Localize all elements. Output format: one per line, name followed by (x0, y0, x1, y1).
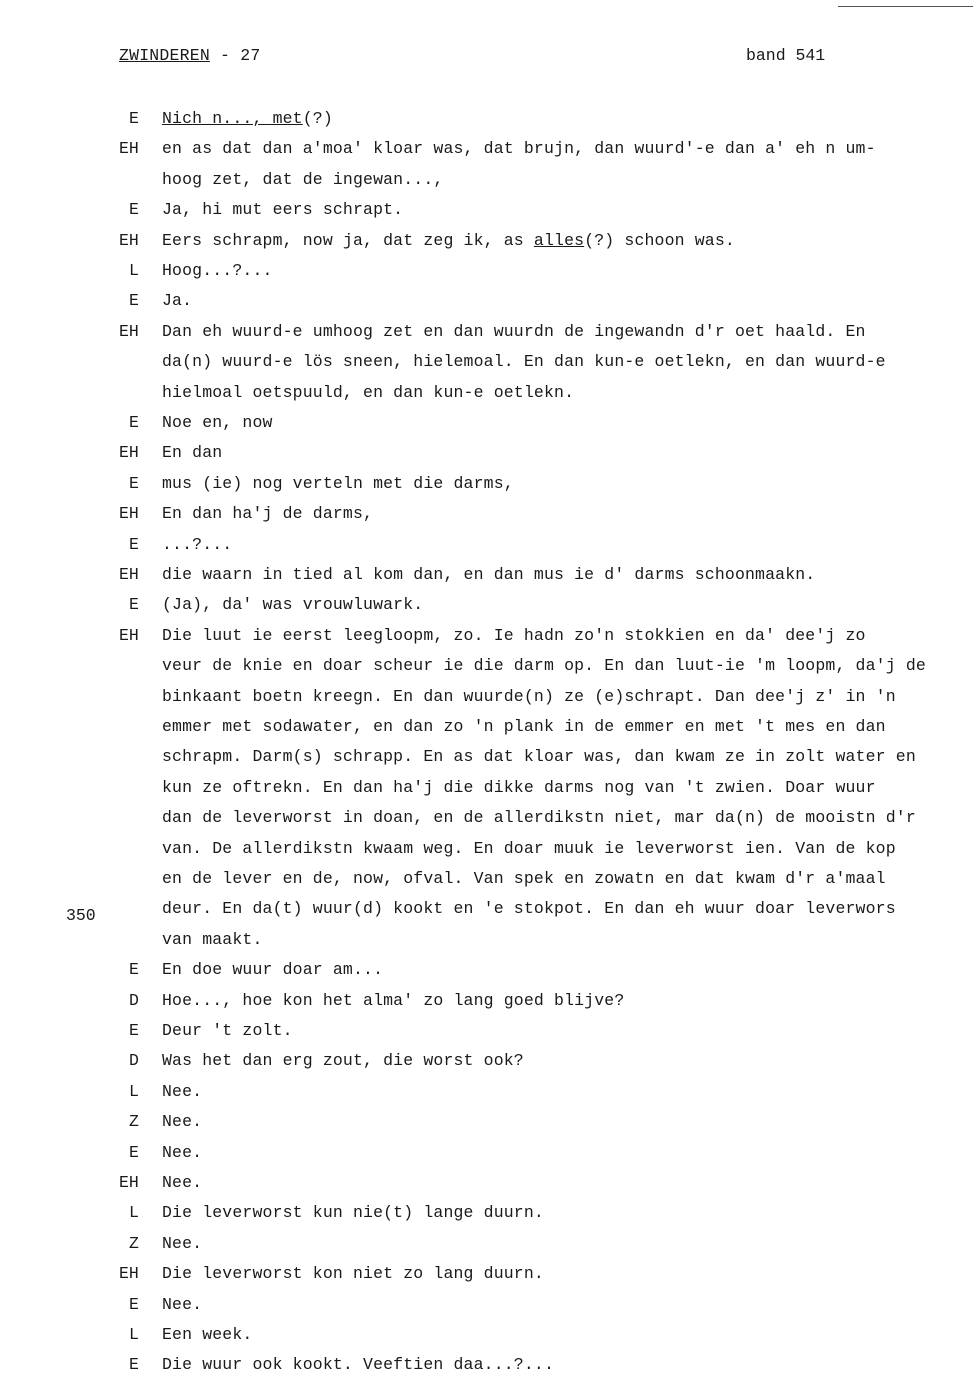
utterance-text: Was het dan erg zout, die worst ook? (162, 1051, 524, 1071)
speaker-code: L (129, 1325, 139, 1344)
utterance-text: Dan eh wuurd-e umhoog zet en dan wuurdn de ingewandn d'r oet haald. En (162, 321, 866, 341)
utterance-text: (Ja), da' was vrouwluwark. (162, 595, 424, 615)
speaker-code: E (129, 291, 139, 311)
utterance-text: Deur 't zolt. (162, 1021, 293, 1040)
speaker-code: E (129, 1294, 139, 1314)
margin-line-number: 350 (66, 906, 96, 925)
utterance-text: binkaant boetn kreegn. En dan wuurde(n) ze (e)schrapt. Dan dee'j z' in 'n (162, 686, 896, 706)
utterance-text: Nee. (162, 1142, 203, 1162)
utterance-text: Ja, hi mut eers schrapt. (162, 200, 404, 220)
speaker-code: D (129, 990, 139, 1010)
utterance-text: En dan ha'j de darms, (162, 504, 374, 524)
speaker-code: Z (129, 1233, 139, 1253)
header-band-number: band 541 (746, 46, 826, 65)
underlined-text: alles (533, 230, 585, 250)
header-page-number: - 27 (209, 46, 261, 65)
text-segment: (?) (302, 109, 333, 128)
utterance-text: kun ze oftrekn. En dan ha'j die dikke darms nog van 't zwien. Doar wuur (162, 777, 876, 797)
speaker-code: Z (129, 1112, 139, 1132)
speaker-code: E (129, 1142, 139, 1162)
utterance-text (162, 104, 333, 134)
header-place: ZWINDEREN (119, 46, 210, 65)
utterance-text: van maakt. (162, 929, 263, 949)
utterance-text: dan de leverworst in doan, en de allerdikstn niet, mar da(n) de mooistn d'r (162, 808, 916, 828)
speaker-code: EH (119, 139, 139, 159)
utterance-text (162, 226, 735, 256)
utterance-text: Die leverworst kun nie(t) lange duurn. (162, 1203, 544, 1223)
text-segment: (?) schoon was. (584, 230, 735, 250)
speaker-code: EH (119, 443, 139, 463)
utterance-text: en as dat dan a'moa' kloar was, dat brujn, dan wuurd'-e dan a' eh n um- (162, 139, 876, 159)
page-header-title (119, 46, 260, 65)
utterance-text: Nee. (162, 1081, 203, 1101)
underlined-text: Nich n..., met (162, 109, 303, 128)
utterance-text: En dan (162, 443, 223, 463)
utterance-text: Nee. (162, 1233, 203, 1253)
speaker-code: E (129, 413, 139, 432)
utterance-text: Nee. (162, 1294, 203, 1314)
speaker-code: E (129, 1021, 139, 1040)
utterance-text: ...?... (162, 534, 233, 554)
utterance-text: deur. En da(t) wuur(d) kookt en 'e stokpot. En dan eh wuur doar leverwors (162, 899, 896, 919)
speaker-code: L (129, 261, 139, 280)
utterance-text: hielmoal oetspuuld, en dan kun-e oetlekn. (162, 382, 575, 402)
speaker-code: E (129, 1355, 139, 1375)
speaker-code: E (129, 595, 139, 615)
utterance-text: en de lever en de, now, ofval. Van spek en zowatn en dat kwam d'r a'maal (162, 869, 886, 888)
utterance-text: Noe en, now (162, 413, 273, 432)
speaker-code: EH (119, 565, 139, 584)
speaker-code: EH (119, 1173, 139, 1192)
speaker-code: E (129, 534, 139, 554)
speaker-code: E (129, 109, 139, 128)
utterance-text: Ja. (162, 291, 193, 311)
utterance-text: van. De allerdikstn kwaam weg. En doar muuk ie leverworst ien. Van de kop (162, 838, 896, 858)
utterance-text: veur de knie en doar scheur ie die darm op. En dan luut-ie 'm loopm, da'j de (162, 656, 926, 676)
utterance-text: Nee. (162, 1173, 203, 1192)
speaker-code: D (129, 1051, 139, 1071)
speaker-code: EH (119, 504, 139, 524)
speaker-code: E (129, 200, 139, 220)
speaker-code: EH (119, 321, 139, 341)
utterance-text: Nee. (162, 1112, 203, 1132)
utterance-text: mus (ie) nog verteln met die darms, (162, 473, 514, 493)
utterance-text: Hoe..., hoe kon het alma' zo lang goed blijve? (162, 990, 625, 1010)
speaker-code: EH (119, 625, 139, 645)
utterance-text: En doe wuur doar am... (162, 960, 384, 980)
utterance-text: schrapm. Darm(s) schrapp. En as dat kloar was, dan kwam ze in zolt water en (162, 747, 916, 767)
speaker-code: E (129, 960, 139, 980)
top-rule (838, 6, 973, 7)
utterance-text: da(n) wuurd-e lös sneen, hielemoal. En dan kun-e oetlekn, en dan wuurd-e (162, 352, 886, 372)
utterance-text: Die wuur ook kookt. Veeftien daa...?... (162, 1355, 555, 1375)
speaker-code: L (129, 1203, 139, 1223)
speaker-code: EH (119, 1264, 139, 1284)
utterance-text: hoog zet, dat de ingewan..., (162, 169, 444, 189)
utterance-text: Die luut ie eerst leegloopm, zo. Ie hadn zo'n stokkien en da' dee'j zo (162, 625, 866, 645)
speaker-code: L (129, 1081, 139, 1101)
speaker-code: EH (119, 230, 139, 250)
text-segment: Eers schrapm, now ja, dat zeg ik, as (162, 230, 534, 250)
utterance-text: emmer met sodawater, en dan zo 'n plank in de emmer en met 't mes en dan (162, 717, 886, 736)
utterance-text: die waarn in tied al kom dan, en dan mus ie d' darms schoonmaakn. (162, 565, 816, 584)
utterance-text: Hoog...?... (162, 261, 273, 280)
speaker-code: E (129, 473, 139, 493)
utterance-text: Een week. (162, 1325, 253, 1344)
utterance-text: Die leverworst kon niet zo lang duurn. (162, 1264, 544, 1284)
